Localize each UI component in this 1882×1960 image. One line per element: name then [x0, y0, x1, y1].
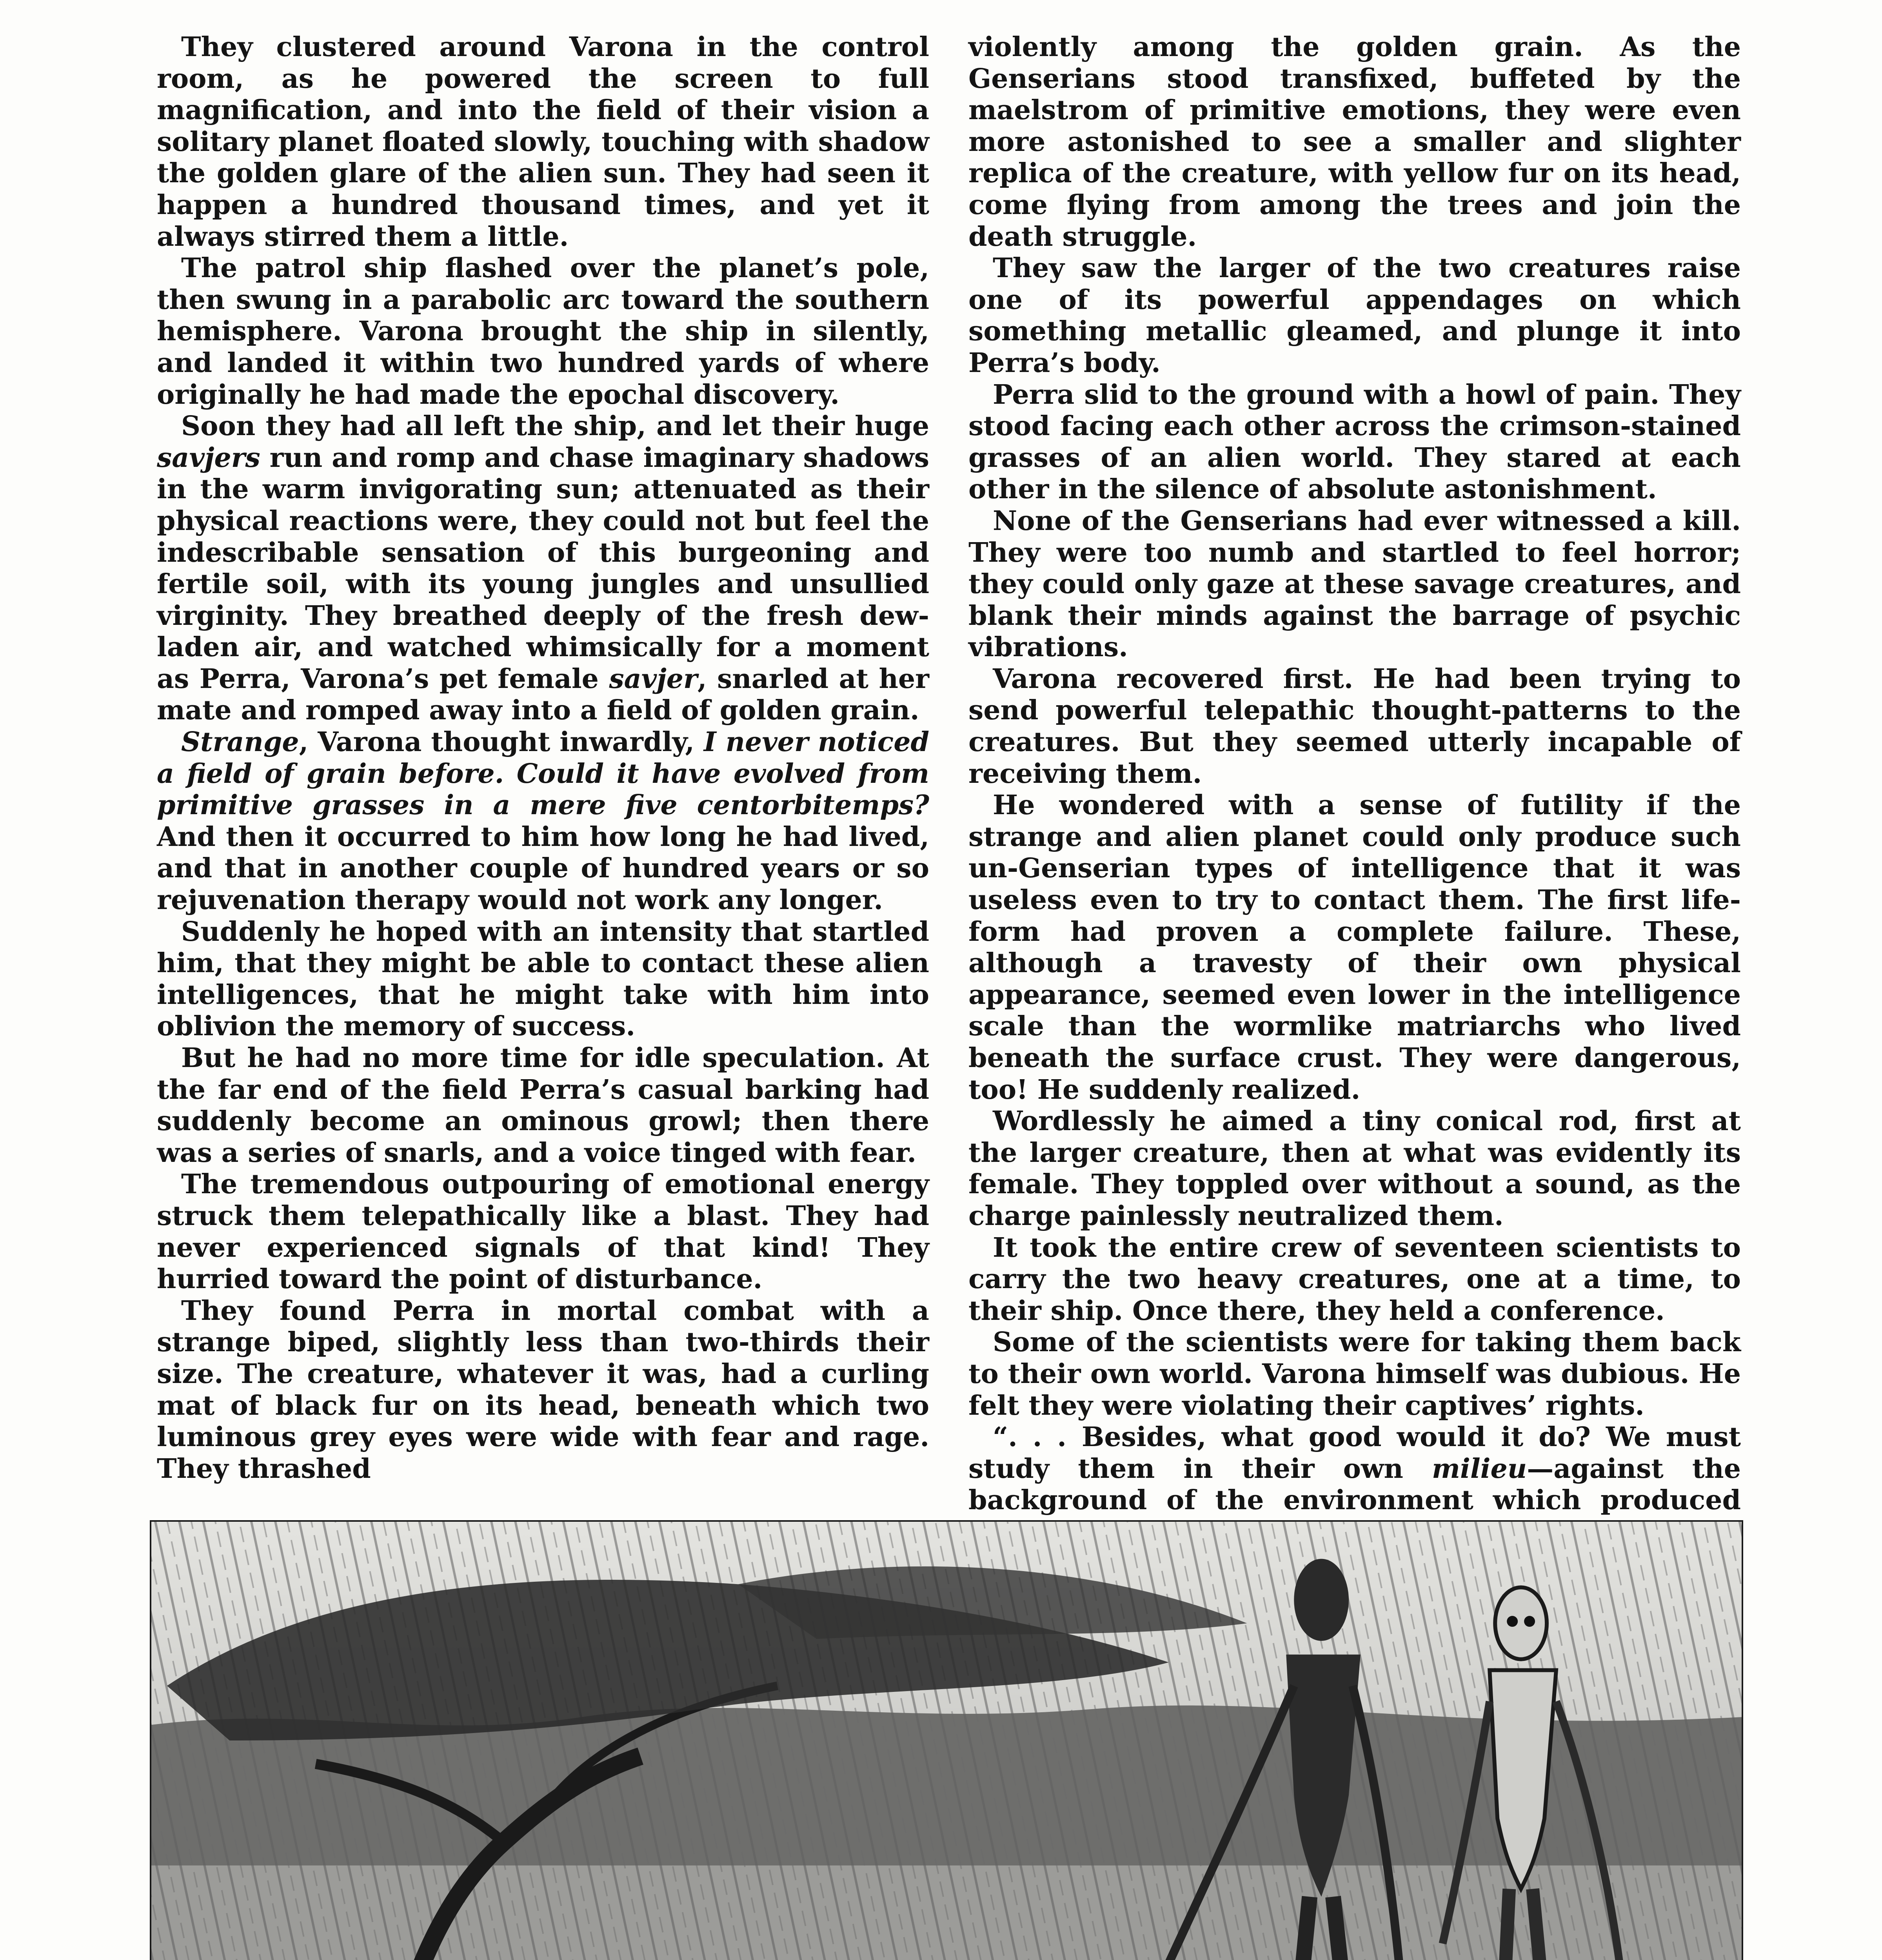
italic-run: savjers: [157, 442, 260, 474]
paragraph: But he had no more time for idle speculation. At the far end of the field Perra’s casual barking had suddenly become an ominous growl; then there was a series of snarls, and a voice tinged with fear.: [157, 1042, 929, 1169]
text-run: , snarled at her mate and romped away into a field of golden grain.: [157, 663, 929, 726]
paragraph: The tremendous outpouring of emotional energy struck them telepathically like a blast. They had never experienced signals of that kind! They hurried toward the point of disturbance.: [157, 1169, 929, 1295]
illustration-artwork: [151, 1522, 1742, 1960]
paragraph: It took the entire crew of seventeen scientists to carry the two heavy creatures, one at a time, to their ship. Once there, they held a conference.: [968, 1232, 1741, 1327]
paragraph: [157, 726, 929, 916]
paragraph: Perra slid to the ground with a howl of pain. They stood facing each other across the crimson-stained grasses of an alien world. They stared at each other in the silence of absolute astonishment.: [968, 379, 1741, 505]
story-illustration: [150, 1520, 1743, 1960]
italic-run: Strange: [181, 726, 299, 758]
paragraph: None of the Genserians had ever witnessed a kill. They were too numb and startled to feel horror; they could only gaze at these savage creatures, and blank their minds against the barrage of psychic vibrations.: [968, 505, 1741, 663]
paragraph: [157, 410, 929, 726]
text-run: —against the background of the environment which produced: [968, 1453, 1741, 1516]
text-run: And then it occurred to him how long he had lived, and that in another couple of hundred years or so rejuvenation therapy would not work any longer.: [157, 821, 929, 916]
text-run: run and romp and chase imaginary shadows in the warm invigorating sun; attenuated as their physical reactions were, they could not but feel the indescribable sensation of this burgeoning and fertile soil, with its young jungles and unsullied virginity. They breathed deeply of the fresh dew-laden air, and watched whimsically for a moment as Perra, Varona’s pet female: [157, 442, 929, 695]
text-run: , Varona thought inwardly,: [299, 726, 704, 758]
paragraph: They clustered around Varona in the control room, as he powered the screen to full magnification, and into the field of their vision a solitary planet floated slowly, touching with shadow the golden glare of the alien sun. They had seen it happen a hundred thousand times, and yet it always stirred them a little.: [157, 31, 929, 252]
paragraph: They found Perra in mortal combat with a strange biped, slightly less than two-thirds their size. The creature, whatever it was, had a curling mat of black fur on its head, beneath which two luminous grey eyes were wide with fear and rage. They thrashed: [157, 1295, 929, 1485]
paragraph: They saw the larger of the two creatures raise one of its powerful appendages on which something metallic gleamed, and plunge it into Perra’s body.: [968, 252, 1741, 379]
paragraph: He wondered with a sense of futility if the strange and alien planet could only produce such un-Genserian types of intelligence that it was useless even to try to contact them. The first life-form had proven a complete failure. These, although a travesty of their own physical appearance, seemed even lower in the intelligence scale than the wormlike matriarchs who lived beneath the surface crust. They were dangerous, too! He suddenly realized.: [968, 789, 1741, 1105]
italic-run: milieu: [1432, 1453, 1527, 1485]
text-run: Soon they had all left the ship, and let their huge: [181, 410, 929, 442]
article-right-column: [968, 31, 1741, 1548]
article-left-column: [157, 31, 929, 1485]
paragraph: The patrol ship flashed over the planet’s pole, then swung in a parabolic arc toward the southern hemisphere. Varona brought the ship in silently, and landed it within two hundred yards of where originally he had made the epochal discovery.: [157, 252, 929, 410]
paragraph: Varona recovered first. He had been trying to send powerful telepathic thought-patterns to the creatures. But they seemed utterly incapable of receiving them.: [968, 663, 1741, 789]
paragraph: Suddenly he hoped with an intensity that startled him, that they might be able to contact these alien intelligences, that he might take with him into oblivion the memory of success.: [157, 916, 929, 1042]
paragraph-continuation: violently among the golden grain. As the Genserians stood transfixed, buffeted by the maelstrom of primitive emotions, they were even more astonished to see a smaller and slighter replica of the creature, with yellow fur on its head, come flying from among the trees and join the death struggle.: [968, 31, 1741, 252]
italic-run: I never noticed a field of grain before. Could it have evolved from primitive grasses in a mere five centorbitemps?: [157, 726, 930, 821]
italic-run: savjer: [609, 663, 698, 695]
paragraph: Wordlessly he aimed a tiny conical rod, first at the larger creature, then at what was evidently its female. They toppled over without a sound, as the charge painlessly neutralized them.: [968, 1105, 1741, 1232]
paragraph: Some of the scientists were for taking them back to their own world. Varona himself was dubious. He felt they were violating their captives’ rights.: [968, 1327, 1741, 1421]
text-run: “. . . Besides, what good would it do? We must study them in their own: [968, 1421, 1741, 1485]
